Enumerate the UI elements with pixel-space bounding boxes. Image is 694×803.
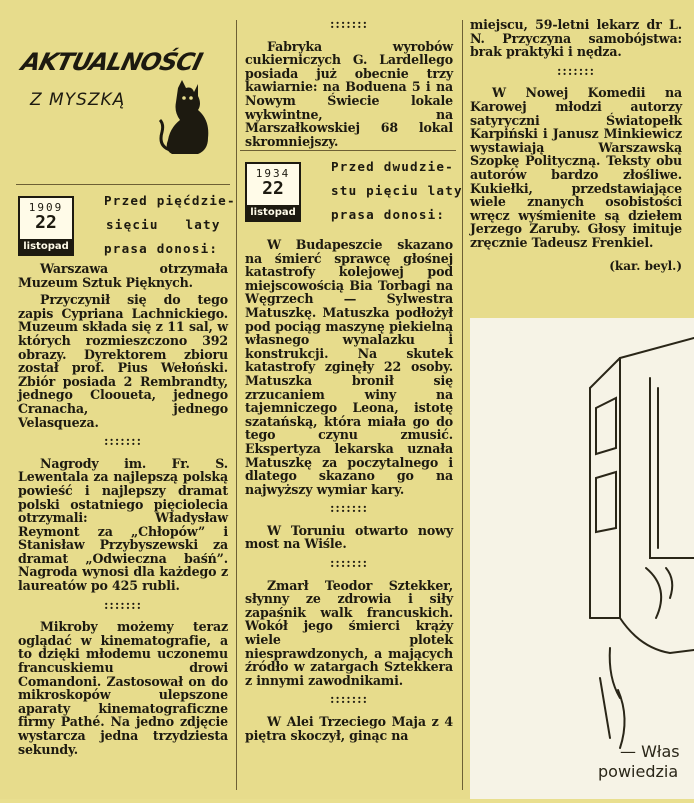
lead-line: Przed dwudzie- [331,159,454,174]
article-paragraph: Mikroby możemy teraz oglądać w kinematografie, a to dzięki młodemu uczonemu francuskiemu drowi Comandoni. Zastosował on do mikroskopów ulepszone aparaty kinematograficzne firmy Pathé. Na jedno zdjęcie wystarcza jedna trzydziesta sekundy. [18,619,228,757]
column-1 [18,262,228,760]
separator: ::::::: [329,501,368,516]
date-day: 22 [35,212,57,233]
column-rule [462,20,463,790]
lead-line: prasa donosi: [331,207,446,222]
column-logo [20,38,225,158]
caption-line: — Włas [620,742,680,761]
date-year: 1909 [28,201,64,214]
article-paragraph: W Budapeszcie skazano na śmierć sprawcę głośnej katastrofy kolejowej pod miejscowością Bia Torbagi na Węgrzech — Sylwestra Matuszkę. Matuszka podłożył pod pociąg maszynę piekielną własnego wynalazku i konstrukcji. Na skutek katastrofy zginęły 22 osoby. Matuszka bronił się zrzucaniem winy na tajemniczego Leona, istotę szatańską, która miała go do tego czynu zmusić. Ekspertyza lekarska uznała Matuszkę za poczytalnego i dlatego skazano go na najwyższy wymiar kary. [245,237,453,497]
date-month: listopad [20,239,72,254]
separator: ::::::: [556,63,595,78]
article-paragraph: Fabryka wyrobów cukierniczych G. Lardellego posiada już obecnie trzy kawiarnie: na Boduena 5 i na Nowym Świecie lokale wykwintne, na Marszałkowskiej 68 lokal skromniejszy. [245,38,453,149]
date-year: 1934 [255,167,291,180]
article-paragraph: Zmarł Teodor Sztekker, słynny ze zdrowia i siły zapaśnik walk francuskich. Wokół jego śmierci krąży wiele plotek niesprawdzonych, a mających źródło w zatargach Sztekkera z innymi zawodnikami. [245,577,453,688]
lead-1934 [331,155,463,227]
article-paragraph: miejscu, 59-letni lekarz dr L. N. Przyczyna samobójstwa: brak praktyki i nędza. [470,17,682,60]
article-paragraph: Przyczynił się do tego zapis Cypriana Lachnickiego. Muzeum składa się z 11 sal, w których rozmieszczono 392 obrazy. Dyrektorem zbioru został prof. Pius Wełoński. Zbiór posiada 2 Rembrandty, jednego Clooueta, jednego Cranacha, jednego Velasqueza. [18,292,228,430]
article-paragraph: W Toruniu otwarto nowy most na Wiśle. [245,522,453,552]
column-3 [470,18,682,273]
column-2 [245,238,453,746]
separator: ::::::: [103,597,142,612]
separator: ::::::: [329,17,368,31]
date-month: listopad [247,205,299,220]
separator: ::::::: [329,692,368,707]
column-2-top [245,17,453,152]
article-paragraph: Warszawa otrzymała Muzeum Sztuk Pięknych. [18,261,228,290]
cat-icon [158,80,218,158]
caption-line: powiedzia [598,762,679,781]
lead-1909 [104,189,236,261]
column-rule [236,20,237,790]
lead-line: prasa donosi: [104,241,219,256]
cartoon-drawing [470,318,694,799]
lead-line: sięciu laty [106,217,221,232]
logo-title: AKTUALNOŚCI [18,48,205,76]
date-badge-1909 [18,196,74,256]
lead-line: Przed pięćdzie- [104,193,236,208]
logo-subtitle: Z MYSZKĄ [30,90,126,110]
author-signature: (kar. beyl.) [609,258,682,273]
separator: ::::::: [103,434,142,449]
section-rule [16,184,230,185]
article-paragraph: Nagrody im. Fr. S. Lewentala za najlepszą polską powieść i najlepszy dramat polski ostatniego pięciolecia otrzymali: Władysław Reymont za „Chłopów” i Stanisław Przybyszewski za dramat „Odwieczna baśń”. Nagroda wynosi dla każdego z laureatów po 425 rubli. [18,455,228,594]
lead-line: stu pięciu laty [331,183,463,198]
date-badge-1934 [245,162,301,222]
cartoon-caption [598,742,680,782]
article-paragraph: W Alei Trzeciego Maja z 4 piętra skoczył, ginąc na [245,714,453,743]
cartoon-illustration [470,318,694,799]
article-paragraph: W Nowej Komedii na Karowej młodzi autorzy satyryczni Światopełk Karpiński i Janusz Minkiewicz wystawiają Warszawską Szopkę Polityczną. Teksty obu autorów bardzo złośliwe. Kukiełki, przedstawiające wiele znanych osobistości wręcz wyśmienite są dziełem Jerzego Zaruby. Głosy imituje zręcznie Tadeusz Frenkiel. [470,85,682,250]
date-day: 22 [262,178,284,199]
separator: ::::::: [329,556,368,571]
